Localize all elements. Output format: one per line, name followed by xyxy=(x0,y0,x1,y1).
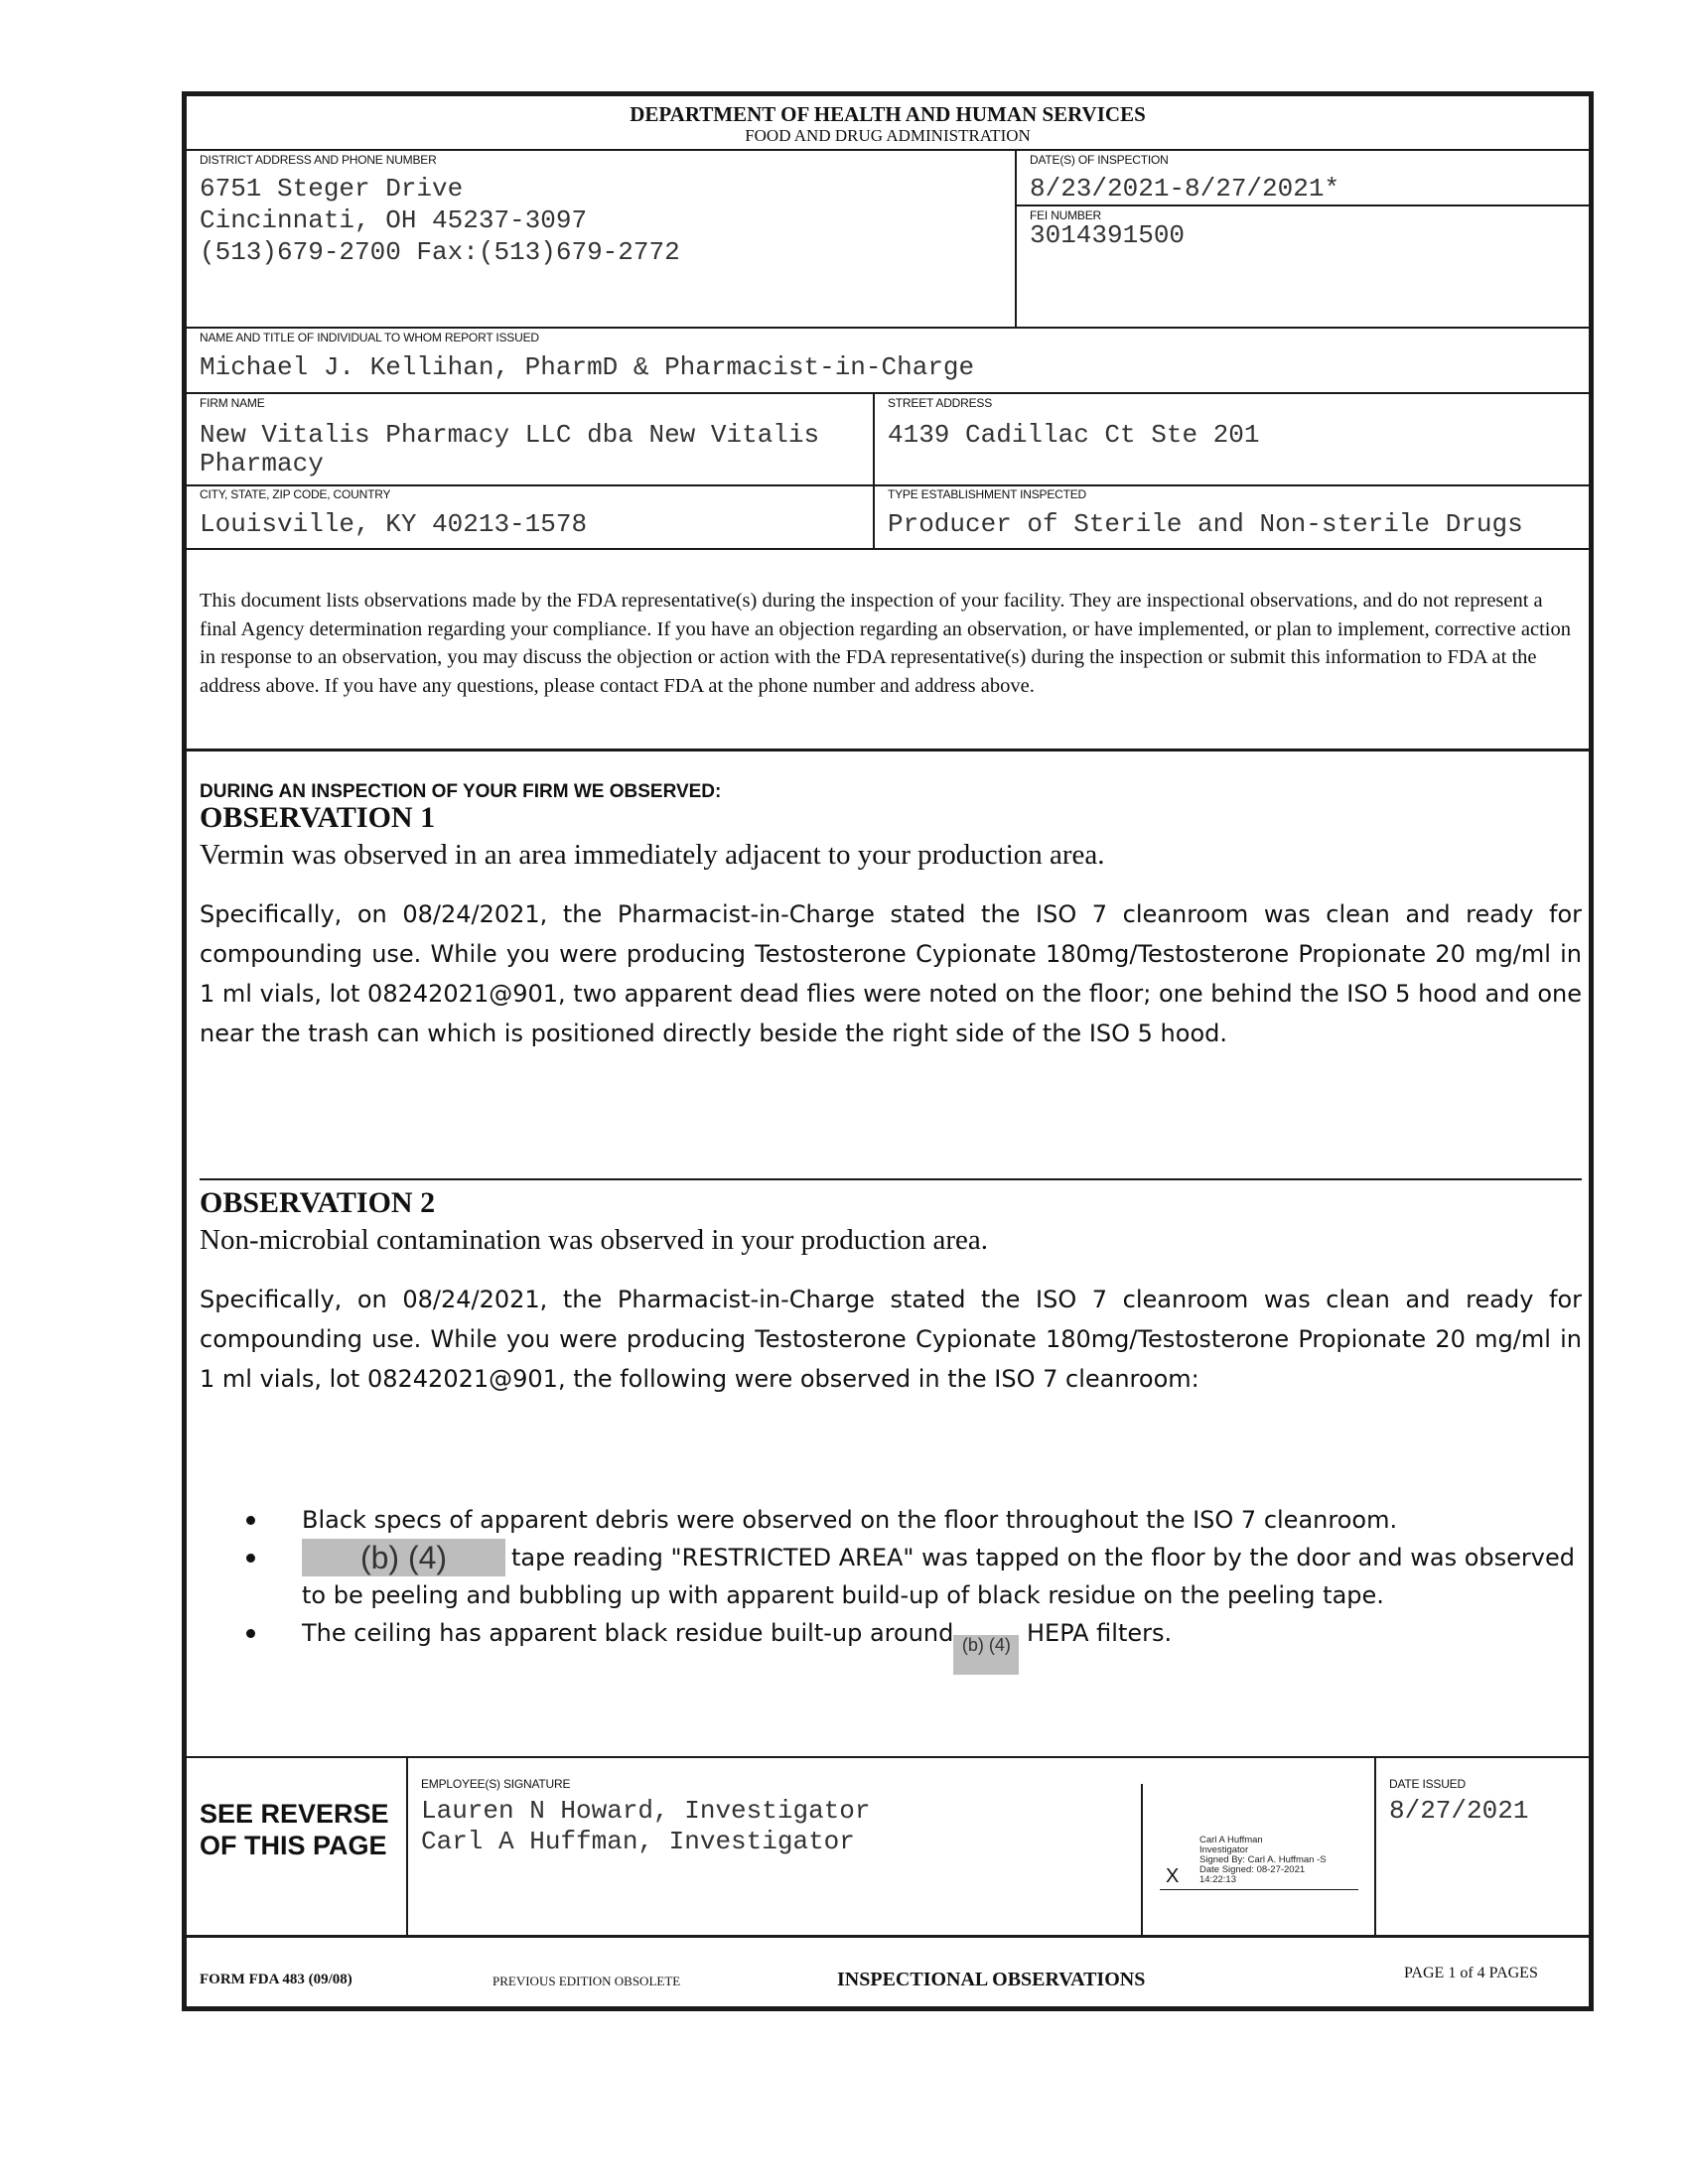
fda-483-form xyxy=(182,91,1594,2011)
observation-1-summary: Vermin was observed in an area immediately adjacent to your production area. xyxy=(200,839,1105,871)
divider xyxy=(187,149,1589,151)
date-issued-label: DATE ISSUED xyxy=(1389,1777,1466,1791)
divider xyxy=(187,548,1589,550)
signature-x-mark: X xyxy=(1166,1865,1180,1887)
fei-label: FEI NUMBER xyxy=(1030,208,1102,222)
agency-heading: FOOD AND DRUG ADMINISTRATION xyxy=(745,126,1031,145)
city-label: CITY, STATE, ZIP CODE, COUNTRY xyxy=(200,487,391,501)
district-city: Cincinnati, OH 45237-3097 xyxy=(200,205,588,235)
bullet-text: tape reading "RESTRICTED AREA" was tapped on the floor by the door and was observed to be peeling and bubbling up with apparent build-up of black residue on the peeling tape. xyxy=(302,1544,1575,1609)
redaction-box: (b) (4) xyxy=(953,1635,1019,1675)
digital-signature-line: Carl A Huffman xyxy=(1199,1835,1263,1845)
list-item xyxy=(246,1539,1577,1614)
list-item xyxy=(246,1501,1577,1539)
page-number: PAGE 1 of 4 PAGES xyxy=(1404,1965,1538,1981)
district-phone: (513)679-2700 Fax:(513)679-2772 xyxy=(200,237,680,267)
see-reverse-note xyxy=(200,1798,389,1861)
disclaimer-text: This document lists observations made by the FDA representative(s) during the inspection of your facility. They are inspectional observations, and do not represent a final Agency determination regarding your compliance. If you have an objection regarding an observation, or have implemented, or plan to implement, corrective action in response to an observation, you may discuss the objection or action with the FDA representative(s) during the inspection or submit this information to FDA at the address above. If you have any questions, please contact FDA at the phone number and address above. xyxy=(200,590,1571,697)
observation-2-title: OBSERVATION 2 xyxy=(200,1186,436,1219)
obsolete-note: PREVIOUS EDITION OBSOLETE xyxy=(492,1974,681,1988)
observation-1-title: OBSERVATION 1 xyxy=(200,801,436,834)
bullet-text: HEPA filters. xyxy=(1019,1619,1173,1647)
district-label: DISTRICT ADDRESS AND PHONE NUMBER xyxy=(200,153,437,167)
list-item xyxy=(246,1614,1577,1675)
digital-signature-line: Investigator xyxy=(1199,1844,1249,1855)
form-id: FORM FDA 483 (09/08) xyxy=(200,1972,352,1987)
street-value: 4139 Cadillac Ct Ste 201 xyxy=(888,420,1260,450)
see-reverse-line: SEE REVERSE xyxy=(200,1799,389,1829)
firm-label: FIRM NAME xyxy=(200,396,265,410)
bullet-text: Black specs of apparent debris were observed on the floor throughout the ISO 7 cleanroom. xyxy=(302,1506,1398,1534)
department-heading: DEPARTMENT OF HEALTH AND HUMAN SERVICES xyxy=(630,102,1146,126)
digital-signature xyxy=(1199,1836,1327,1885)
date-issued-value: 8/27/2021 xyxy=(1389,1796,1529,1826)
divider xyxy=(187,327,1589,329)
recipient-label: NAME AND TITLE OF INDIVIDUAL TO WHOM REPORT ISSUED xyxy=(200,331,539,344)
establishment-label: TYPE ESTABLISHMENT INSPECTED xyxy=(888,487,1086,501)
footer-title: INSPECTIONAL OBSERVATIONS xyxy=(837,1969,1146,1990)
divider xyxy=(1015,205,1589,206)
digital-signature-line: Signed By: Carl A. Huffman -S xyxy=(1199,1854,1327,1865)
digital-signature-line: Date Signed: 08-27-2021 xyxy=(1199,1864,1306,1875)
city-value: Louisville, KY 40213-1578 xyxy=(200,509,588,539)
observation-2-bullets xyxy=(246,1501,1577,1675)
divider xyxy=(406,1756,408,1935)
employee-2: Carl A Huffman, Investigator xyxy=(421,1827,855,1856)
during-heading: DURING AN INSPECTION OF YOUR FIRM WE OBSERVED: xyxy=(200,781,722,802)
redaction-box: (b) (4) xyxy=(302,1539,505,1576)
see-reverse-line: OF THIS PAGE xyxy=(200,1831,387,1860)
observation-2-body: Specifically, on 08/24/2021, the Pharmacist-in-Charge stated the ISO 7 cleanroom was clean and ready for compounding use. While you were producing Testosterone Cypionate 180mg/Testosterone Propionate 20 mg/ml in 1 ml vials, lot 08242021@901, the following were observed in the ISO 7 cleanroom: xyxy=(200,1286,1582,1393)
observation-2-summary: Non-microbial contamination was observed in your production area. xyxy=(200,1224,989,1256)
employee-1: Lauren N Howard, Investigator xyxy=(421,1796,871,1826)
district-street: 6751 Steger Drive xyxy=(200,174,464,204)
establishment-value: Producer of Sterile and Non-sterile Drugs xyxy=(888,509,1523,539)
observation-divider xyxy=(200,1178,1582,1180)
bullet-icon xyxy=(246,1554,255,1563)
bullet-icon xyxy=(246,1516,255,1525)
divider xyxy=(187,749,1589,751)
street-label: STREET ADDRESS xyxy=(888,396,993,410)
divider xyxy=(187,484,1589,486)
inspection-dates-value: 8/23/2021-8/27/2021* xyxy=(1030,174,1340,204)
inspection-dates-label: DATE(S) OF INSPECTION xyxy=(1030,153,1169,167)
employee-signature-label: EMPLOYEE(S) SIGNATURE xyxy=(421,1777,571,1791)
firm-name-line2: Pharmacy xyxy=(200,449,324,478)
digital-signature-line: 14:22:13 xyxy=(1199,1874,1236,1885)
divider xyxy=(1374,1756,1376,1935)
divider xyxy=(1015,149,1017,327)
firm-name-line1: New Vitalis Pharmacy LLC dba New Vitalis xyxy=(200,420,820,450)
bullet-icon xyxy=(246,1629,255,1638)
recipient-value: Michael J. Kellihan, PharmD & Pharmacist-in-Charge xyxy=(200,352,975,382)
divider xyxy=(187,392,1589,394)
divider xyxy=(187,1935,1589,1938)
observation-1-body: Specifically, on 08/24/2021, the Pharmacist-in-Charge stated the ISO 7 cleanroom was clean and ready for compounding use. While you were producing Testosterone Cypionate 180mg/Testosterone Propionate 20 mg/ml in 1 ml vials, lot 08242021@901, two apparent dead flies were noted on the floor; one behind the ISO 5 hood and one near the trash can which is positioned directly beside the right side of the ISO 5 hood. xyxy=(200,900,1582,1047)
divider xyxy=(1141,1784,1143,1935)
divider xyxy=(187,1756,1589,1758)
divider xyxy=(873,392,875,548)
signature-line xyxy=(1160,1889,1358,1890)
fei-value: 3014391500 xyxy=(1030,220,1186,250)
bullet-text: The ceiling has apparent black residue built-up around xyxy=(302,1619,954,1647)
